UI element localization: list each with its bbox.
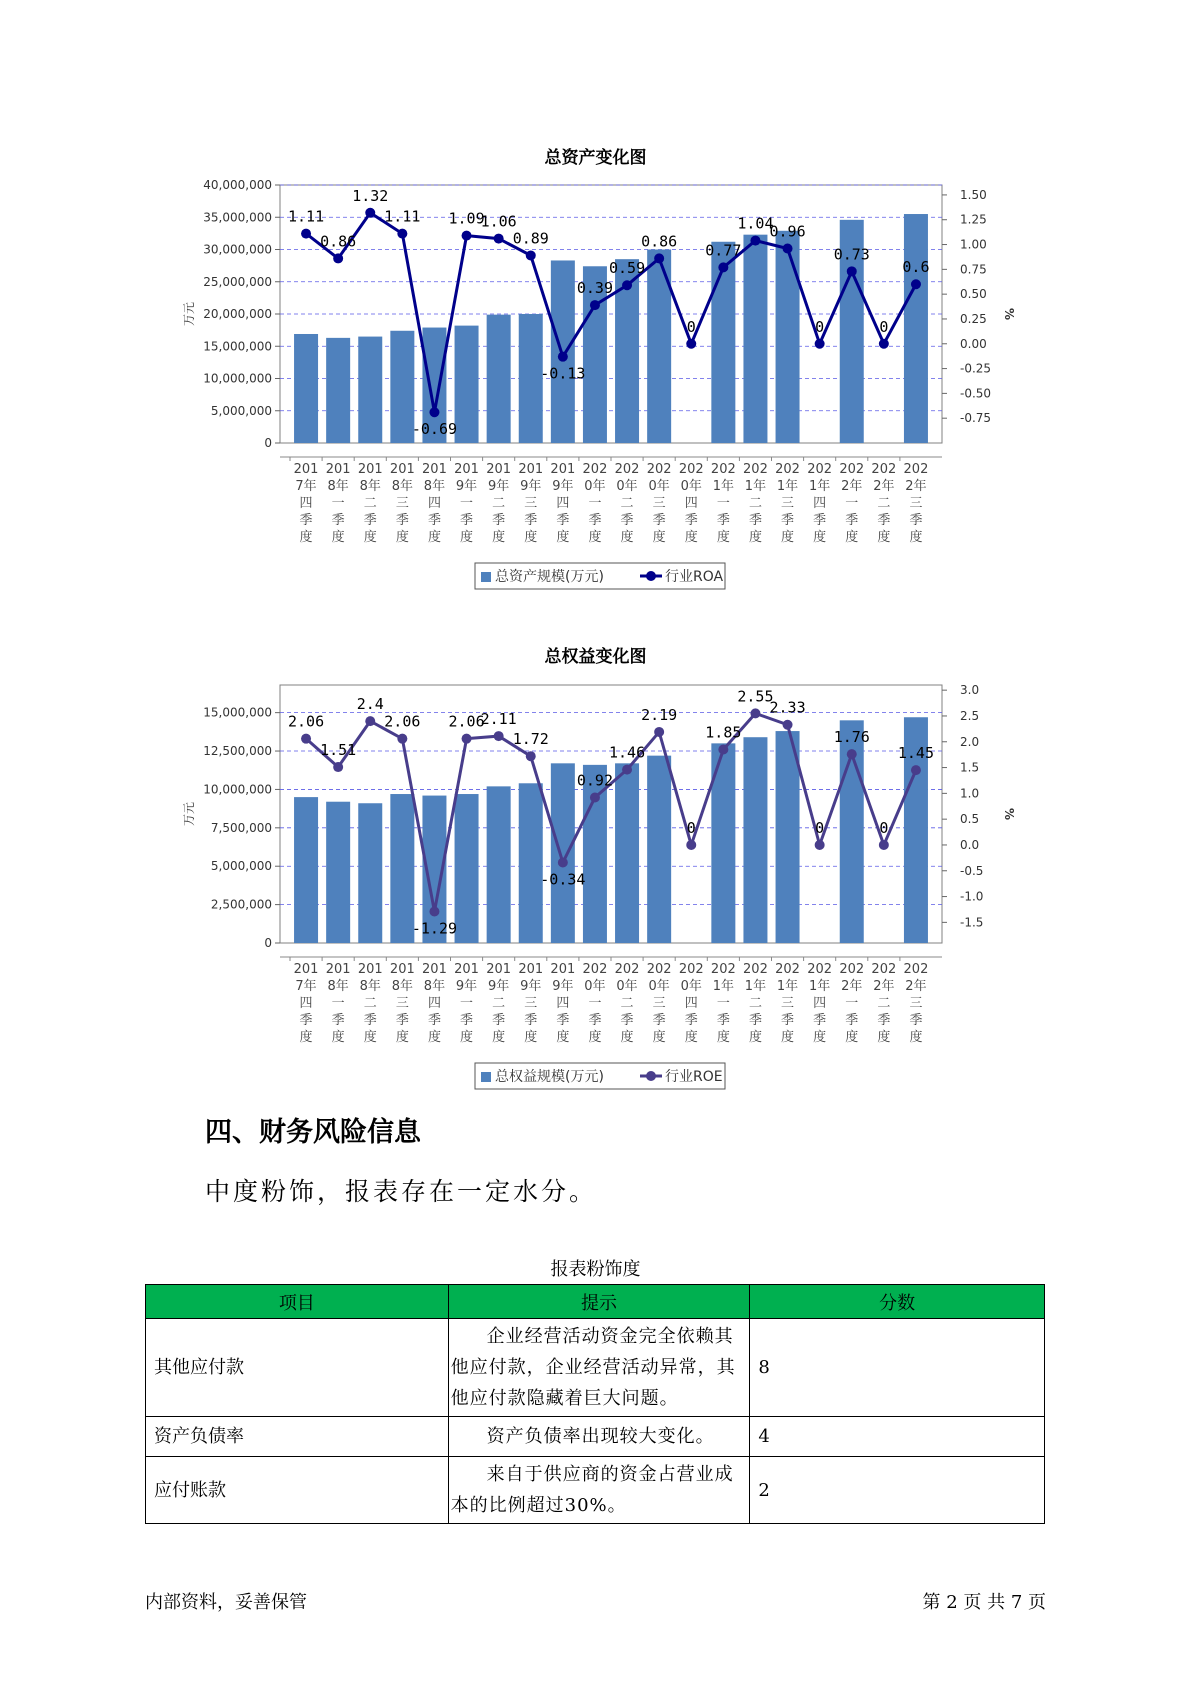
data-label: 0 xyxy=(815,317,825,336)
x-tick-label: 201 8年一季度 xyxy=(325,962,351,1045)
bar xyxy=(743,737,767,943)
line-point xyxy=(365,208,375,218)
y2-tick-label: 2.5 xyxy=(960,708,980,723)
line-point xyxy=(847,266,857,276)
row-score: 2 xyxy=(750,1457,1045,1524)
x-tick-label: 201 7年四季度 xyxy=(293,462,319,545)
data-label: 1.11 xyxy=(384,207,421,226)
y-tick-label: 25,000,000 xyxy=(203,274,272,289)
x-tick-label: 201 9年一季度 xyxy=(454,462,479,545)
data-label: 1.46 xyxy=(608,743,646,762)
line-point xyxy=(815,339,825,349)
x-tick-label: 202 2年三季度 xyxy=(903,962,929,1045)
y-tick-label: 20,000,000 xyxy=(203,307,272,321)
section-heading: 四、财务风险信息 xyxy=(205,1117,421,1148)
bar xyxy=(294,334,318,443)
line-point xyxy=(783,720,793,730)
line-point xyxy=(750,708,760,718)
risk-table xyxy=(145,1284,1045,1524)
data-label: 2.19 xyxy=(641,705,678,724)
data-label: 1.04 xyxy=(737,214,774,233)
x-tick-label: 202 1年三季度 xyxy=(775,462,800,545)
x-tick-label: 201 9年三季度 xyxy=(518,462,544,545)
y2-tick-label: 1.25 xyxy=(960,212,987,227)
x-tick-label: 202 2年三季度 xyxy=(903,462,929,545)
row-hint: 企业经营活动资金完全依赖其他应付款，企业经营活动异常，其他应付款隐藏着巨大问题。 xyxy=(448,1319,750,1417)
legend-bar-swatch xyxy=(481,572,491,582)
data-label: 1.76 xyxy=(833,728,870,747)
y2-tick-label: 1.0 xyxy=(960,786,980,801)
y2-tick-label: -0.5 xyxy=(960,863,984,878)
data-label: -0.34 xyxy=(540,870,586,889)
bar xyxy=(294,797,318,943)
data-label: 2.55 xyxy=(737,687,774,706)
line-point xyxy=(301,734,311,744)
line-point xyxy=(429,407,439,417)
data-label: 1.85 xyxy=(705,723,742,742)
y2-axis-label: % xyxy=(1002,807,1016,821)
bar xyxy=(390,794,414,943)
x-tick-label: 202 1年四季度 xyxy=(807,962,833,1045)
line-point xyxy=(879,840,889,850)
header-score: 分数 xyxy=(750,1285,1045,1319)
data-label: -0.13 xyxy=(540,364,586,383)
bar xyxy=(390,331,414,443)
y2-tick-label: 0.25 xyxy=(960,311,987,326)
line-point xyxy=(815,840,825,850)
x-tick-label: 202 2年二季度 xyxy=(871,962,897,1045)
legend xyxy=(475,563,725,589)
x-tick-label: 202 1年二季度 xyxy=(743,962,768,1045)
total-assets-chart xyxy=(0,170,1191,590)
table-header-row xyxy=(146,1285,1045,1319)
data-label: 1.51 xyxy=(320,741,357,760)
data-label: 1.09 xyxy=(448,209,485,228)
data-label: 1.11 xyxy=(287,207,325,226)
y2-tick-label: 1.5 xyxy=(960,760,980,775)
row-item: 资产负债率 xyxy=(146,1417,449,1457)
line-point xyxy=(365,716,375,726)
row-hint: 来自于供应商的资金占营业成本的比例超过30%。 xyxy=(448,1457,750,1524)
chart-title-total-equity: 总权益变化图 xyxy=(544,647,647,667)
x-tick-label: 201 8年四季度 xyxy=(422,462,447,545)
x-tick-label: 201 7年四季度 xyxy=(293,962,319,1045)
x-tick-label: 202 0年二季度 xyxy=(614,462,640,545)
bar xyxy=(326,338,350,443)
row-score: 4 xyxy=(750,1417,1045,1457)
bar xyxy=(551,763,575,943)
y-tick-label: 0 xyxy=(264,936,272,950)
y2-tick-label: 0.50 xyxy=(960,287,987,302)
bar xyxy=(326,802,350,943)
y-tick-label: 12,500,000 xyxy=(203,744,272,759)
line-point xyxy=(879,339,889,349)
x-tick-label: 202 0年四季度 xyxy=(678,962,704,1045)
line-point xyxy=(590,300,600,310)
y-tick-label: 2,500,000 xyxy=(210,897,272,912)
x-tick-label: 202 1年一季度 xyxy=(710,962,736,1045)
x-tick-label: 202 0年四季度 xyxy=(678,462,704,545)
data-label: 0.92 xyxy=(576,771,614,790)
legend-bar-swatch xyxy=(481,1072,491,1082)
legend-line-marker xyxy=(646,571,656,581)
y-tick-label: 0 xyxy=(264,436,272,450)
y2-tick-label: -1.0 xyxy=(960,889,984,904)
y2-tick-label: 0.0 xyxy=(960,837,980,852)
bar xyxy=(615,763,639,943)
data-label: 2.11 xyxy=(480,710,517,729)
line-point xyxy=(654,253,664,263)
line-point xyxy=(654,727,664,737)
y-tick-label: 5,000,000 xyxy=(210,859,272,874)
line-point xyxy=(462,734,472,744)
data-label: 2.06 xyxy=(287,712,325,731)
data-label: 0 xyxy=(815,818,825,837)
data-label: 0 xyxy=(879,317,889,336)
line-point xyxy=(911,765,921,775)
x-tick-label: 202 2年二季度 xyxy=(871,462,897,545)
footer-confidential: 内部资料，妥善保管 xyxy=(145,1592,307,1613)
x-tick-label: 201 8年一季度 xyxy=(325,462,351,545)
line-point xyxy=(397,229,407,239)
y2-tick-label: 0.00 xyxy=(960,336,987,351)
total-equity-chart xyxy=(0,670,1191,1090)
data-label: 1.06 xyxy=(480,212,517,231)
x-tick-label: 201 9年二季度 xyxy=(486,962,512,1045)
footer-page-number: 第 2 页 共 7 页 xyxy=(922,1592,1046,1613)
legend-line-label: 行业ROA xyxy=(665,569,724,585)
bar xyxy=(904,214,928,443)
data-label: 0 xyxy=(879,818,889,837)
y2-tick-label: 0.5 xyxy=(960,812,980,827)
y-tick-label: 15,000,000 xyxy=(203,705,272,720)
row-item: 其他应付款 xyxy=(146,1319,449,1417)
x-tick-label: 202 1年二季度 xyxy=(743,462,768,545)
x-tick-label: 201 8年二季度 xyxy=(357,962,383,1045)
line-point xyxy=(301,229,311,239)
line-point xyxy=(462,231,472,241)
bar xyxy=(647,756,671,943)
x-tick-label: 202 0年二季度 xyxy=(614,962,640,1045)
line-point xyxy=(494,731,504,741)
y-tick-label: 7,500,000 xyxy=(210,820,272,835)
line-point xyxy=(686,339,696,349)
bar xyxy=(519,314,543,443)
x-tick-label: 202 0年三季度 xyxy=(646,462,672,545)
y2-tick-label: 1.00 xyxy=(960,237,987,252)
bar xyxy=(358,803,382,943)
data-label: 0.77 xyxy=(705,241,742,260)
line-point xyxy=(526,250,536,260)
line-point xyxy=(429,907,439,917)
y-axis-label: 万元 xyxy=(182,801,196,827)
bar xyxy=(358,337,382,443)
line-point xyxy=(558,352,568,362)
y2-tick-label: -0.50 xyxy=(960,386,992,401)
bar xyxy=(743,235,767,443)
x-tick-label: 202 1年四季度 xyxy=(807,462,833,545)
x-tick-label: 201 8年三季度 xyxy=(389,462,415,545)
data-label: 1.45 xyxy=(897,744,935,763)
legend-line-marker xyxy=(646,1071,656,1081)
bar xyxy=(487,315,511,443)
data-label: 0.96 xyxy=(769,222,806,241)
table-caption: 报表粉饰度 xyxy=(550,1259,641,1280)
x-tick-label: 202 1年三季度 xyxy=(775,962,800,1045)
y2-tick-label: -1.5 xyxy=(960,915,984,930)
line-point xyxy=(590,792,600,802)
header-item: 项目 xyxy=(146,1285,449,1319)
y-tick-label: 40,000,000 xyxy=(203,178,272,192)
data-label: 2.33 xyxy=(769,698,806,717)
y2-tick-label: -0.75 xyxy=(960,411,992,426)
y2-tick-label: 0.75 xyxy=(960,262,987,277)
y2-tick-label: 3.0 xyxy=(960,683,980,698)
line-point xyxy=(718,262,728,272)
y-tick-label: 10,000,000 xyxy=(203,782,272,797)
section-text: 中度粉饰，报表存在一定水分。 xyxy=(205,1177,598,1206)
data-label: 0.73 xyxy=(833,245,870,264)
data-label: 0.59 xyxy=(608,259,646,278)
line-point xyxy=(622,280,632,290)
legend-bar-label: 总权益规模(万元) xyxy=(495,1069,604,1085)
y2-axis-label: % xyxy=(1002,307,1016,321)
data-label: 0 xyxy=(686,818,696,837)
line-point xyxy=(526,751,536,761)
y-tick-label: 30,000,000 xyxy=(203,242,272,257)
line-point xyxy=(494,234,504,244)
y-tick-label: 10,000,000 xyxy=(203,371,272,386)
x-tick-label: 201 8年二季度 xyxy=(357,462,383,545)
x-tick-label: 201 9年三季度 xyxy=(518,962,544,1045)
data-label: 1.32 xyxy=(352,186,389,205)
line-point xyxy=(622,765,632,775)
legend-bar-label: 总资产规模(万元) xyxy=(495,569,604,585)
line-point xyxy=(847,749,857,759)
bar xyxy=(776,231,800,443)
row-score: 8 xyxy=(750,1319,1045,1417)
data-label: -1.29 xyxy=(411,919,458,938)
chart-title-total-assets: 总资产变化图 xyxy=(544,148,647,168)
header-hint: 提示 xyxy=(448,1285,750,1319)
x-tick-label: 202 2年一季度 xyxy=(839,462,865,545)
y2-tick-label: 2.0 xyxy=(960,734,980,749)
line-point xyxy=(718,745,728,755)
x-tick-label: 201 9年四季度 xyxy=(550,962,576,1045)
data-label: 0 xyxy=(686,317,696,336)
bar xyxy=(455,326,479,443)
line-point xyxy=(558,858,568,868)
data-label: 2.06 xyxy=(448,712,485,731)
y-tick-label: 5,000,000 xyxy=(210,403,272,418)
line-point xyxy=(686,840,696,850)
line-point xyxy=(783,244,793,254)
y-tick-label: 35,000,000 xyxy=(203,210,272,225)
x-tick-label: 201 9年二季度 xyxy=(486,462,512,545)
bar xyxy=(519,783,543,943)
line-point xyxy=(750,236,760,246)
x-tick-label: 202 0年三季度 xyxy=(646,962,672,1045)
data-label: 2.4 xyxy=(356,695,384,714)
bar xyxy=(455,794,479,943)
line-point xyxy=(333,253,343,263)
line-point xyxy=(397,734,407,744)
data-label: 0.39 xyxy=(576,279,614,298)
x-tick-label: 201 8年三季度 xyxy=(389,962,415,1045)
x-tick-label: 201 9年四季度 xyxy=(550,462,576,545)
line-point xyxy=(333,762,343,772)
row-item: 应付账款 xyxy=(146,1457,449,1524)
x-tick-label: 201 9年一季度 xyxy=(454,962,479,1045)
row-hint: 资产负债率出现较大变化。 xyxy=(448,1417,750,1457)
data-label: -0.69 xyxy=(411,420,458,439)
y-axis-label: 万元 xyxy=(182,301,196,327)
data-label: 0.86 xyxy=(320,232,357,251)
data-label: 0.89 xyxy=(512,229,549,248)
legend-line-label: 行业ROE xyxy=(665,1069,723,1085)
y-tick-label: 15,000,000 xyxy=(203,339,272,354)
x-tick-label: 202 0年一季度 xyxy=(582,462,608,545)
bar xyxy=(776,731,800,943)
x-tick-label: 202 0年一季度 xyxy=(582,962,608,1045)
data-label: 0.6 xyxy=(902,258,930,277)
data-label: 0.86 xyxy=(641,232,678,251)
y2-tick-label: -0.25 xyxy=(960,361,992,376)
x-tick-label: 202 2年一季度 xyxy=(839,962,865,1045)
y2-tick-label: 1.50 xyxy=(960,187,987,202)
line-point xyxy=(911,279,921,289)
data-label: 1.72 xyxy=(512,730,549,749)
table-row xyxy=(146,1457,1045,1524)
table-row xyxy=(146,1417,1045,1457)
x-tick-label: 202 1年一季度 xyxy=(710,462,736,545)
x-tick-label: 201 8年四季度 xyxy=(422,962,447,1045)
legend xyxy=(475,1063,725,1089)
data-label: 2.06 xyxy=(384,712,421,731)
table-row xyxy=(146,1319,1045,1417)
bar xyxy=(487,786,511,943)
